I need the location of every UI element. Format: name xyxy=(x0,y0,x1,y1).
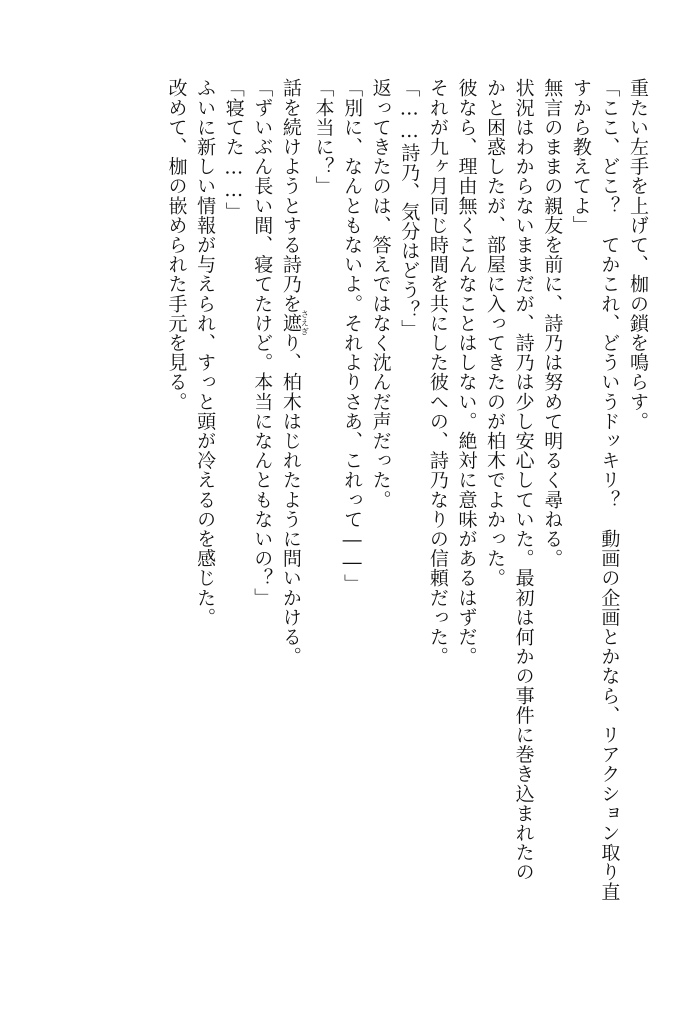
text-line-10: 返ってきたのは、答えではなく沈んだ声だった。 xyxy=(369,78,392,510)
text-line-11: 「別に、なんともないよ。それよりさあ、これって――」 xyxy=(341,78,364,594)
ruby-word xyxy=(279,310,310,336)
text-line-16: ふいに新しい情報が与えられ、すっと頭が冷えるのを感じた。 xyxy=(194,78,217,627)
text-line-13-before: 話を続けようとする詩乃を xyxy=(279,78,302,314)
text-line-14: 「ずいぶん長い間、寝てたけど。本当になんともないの？」 xyxy=(251,78,274,608)
text-line-17: 改めて、枷の嵌められた手元を見る。 xyxy=(165,78,188,412)
vertical-text-body xyxy=(162,78,652,958)
ruby-base: 遮 xyxy=(279,310,302,336)
text-line-13 xyxy=(276,78,309,958)
text-line-8: それが九ヶ月同じ時間を共にした彼への、詩乃なりの信頼だった。 xyxy=(426,78,449,666)
text-line-7: 彼なら、理由無くこんなことはしない。絶対に意味があるはずだ。 xyxy=(455,78,478,666)
ruby-reading: さえぎ xyxy=(300,310,310,336)
text-line-13-after: り、柏木はじれたように問いかける。 xyxy=(279,332,302,667)
text-line-6: かと困惑したが、部屋に入ってきたのが柏木でよかった。 xyxy=(484,78,507,588)
text-line-12: 「本当に？」 xyxy=(312,78,335,196)
text-line-4: 無言のままの親友を前に、詩乃は努めて明るく尋ねる。 xyxy=(541,78,564,568)
text-line-15: 「寝てた……」 xyxy=(222,78,245,222)
text-line-3: すから教えてよ」 xyxy=(569,78,592,235)
text-line-9: 「……詩乃、気分はどう？」 xyxy=(398,78,421,339)
text-line-5: 状況はわからないままだが、詩乃は少し安心していた。最初は何かの事件に巻き込まれたの xyxy=(512,78,535,882)
text-line-2: 「ここ、どこ？ てかこれ、どういうドッキリ？ 動画の企画とかなら、リアクション取り直 xyxy=(598,78,621,902)
text-line-1: 重たい左手を上げて、枷の鎖を鳴らす。 xyxy=(627,78,649,431)
